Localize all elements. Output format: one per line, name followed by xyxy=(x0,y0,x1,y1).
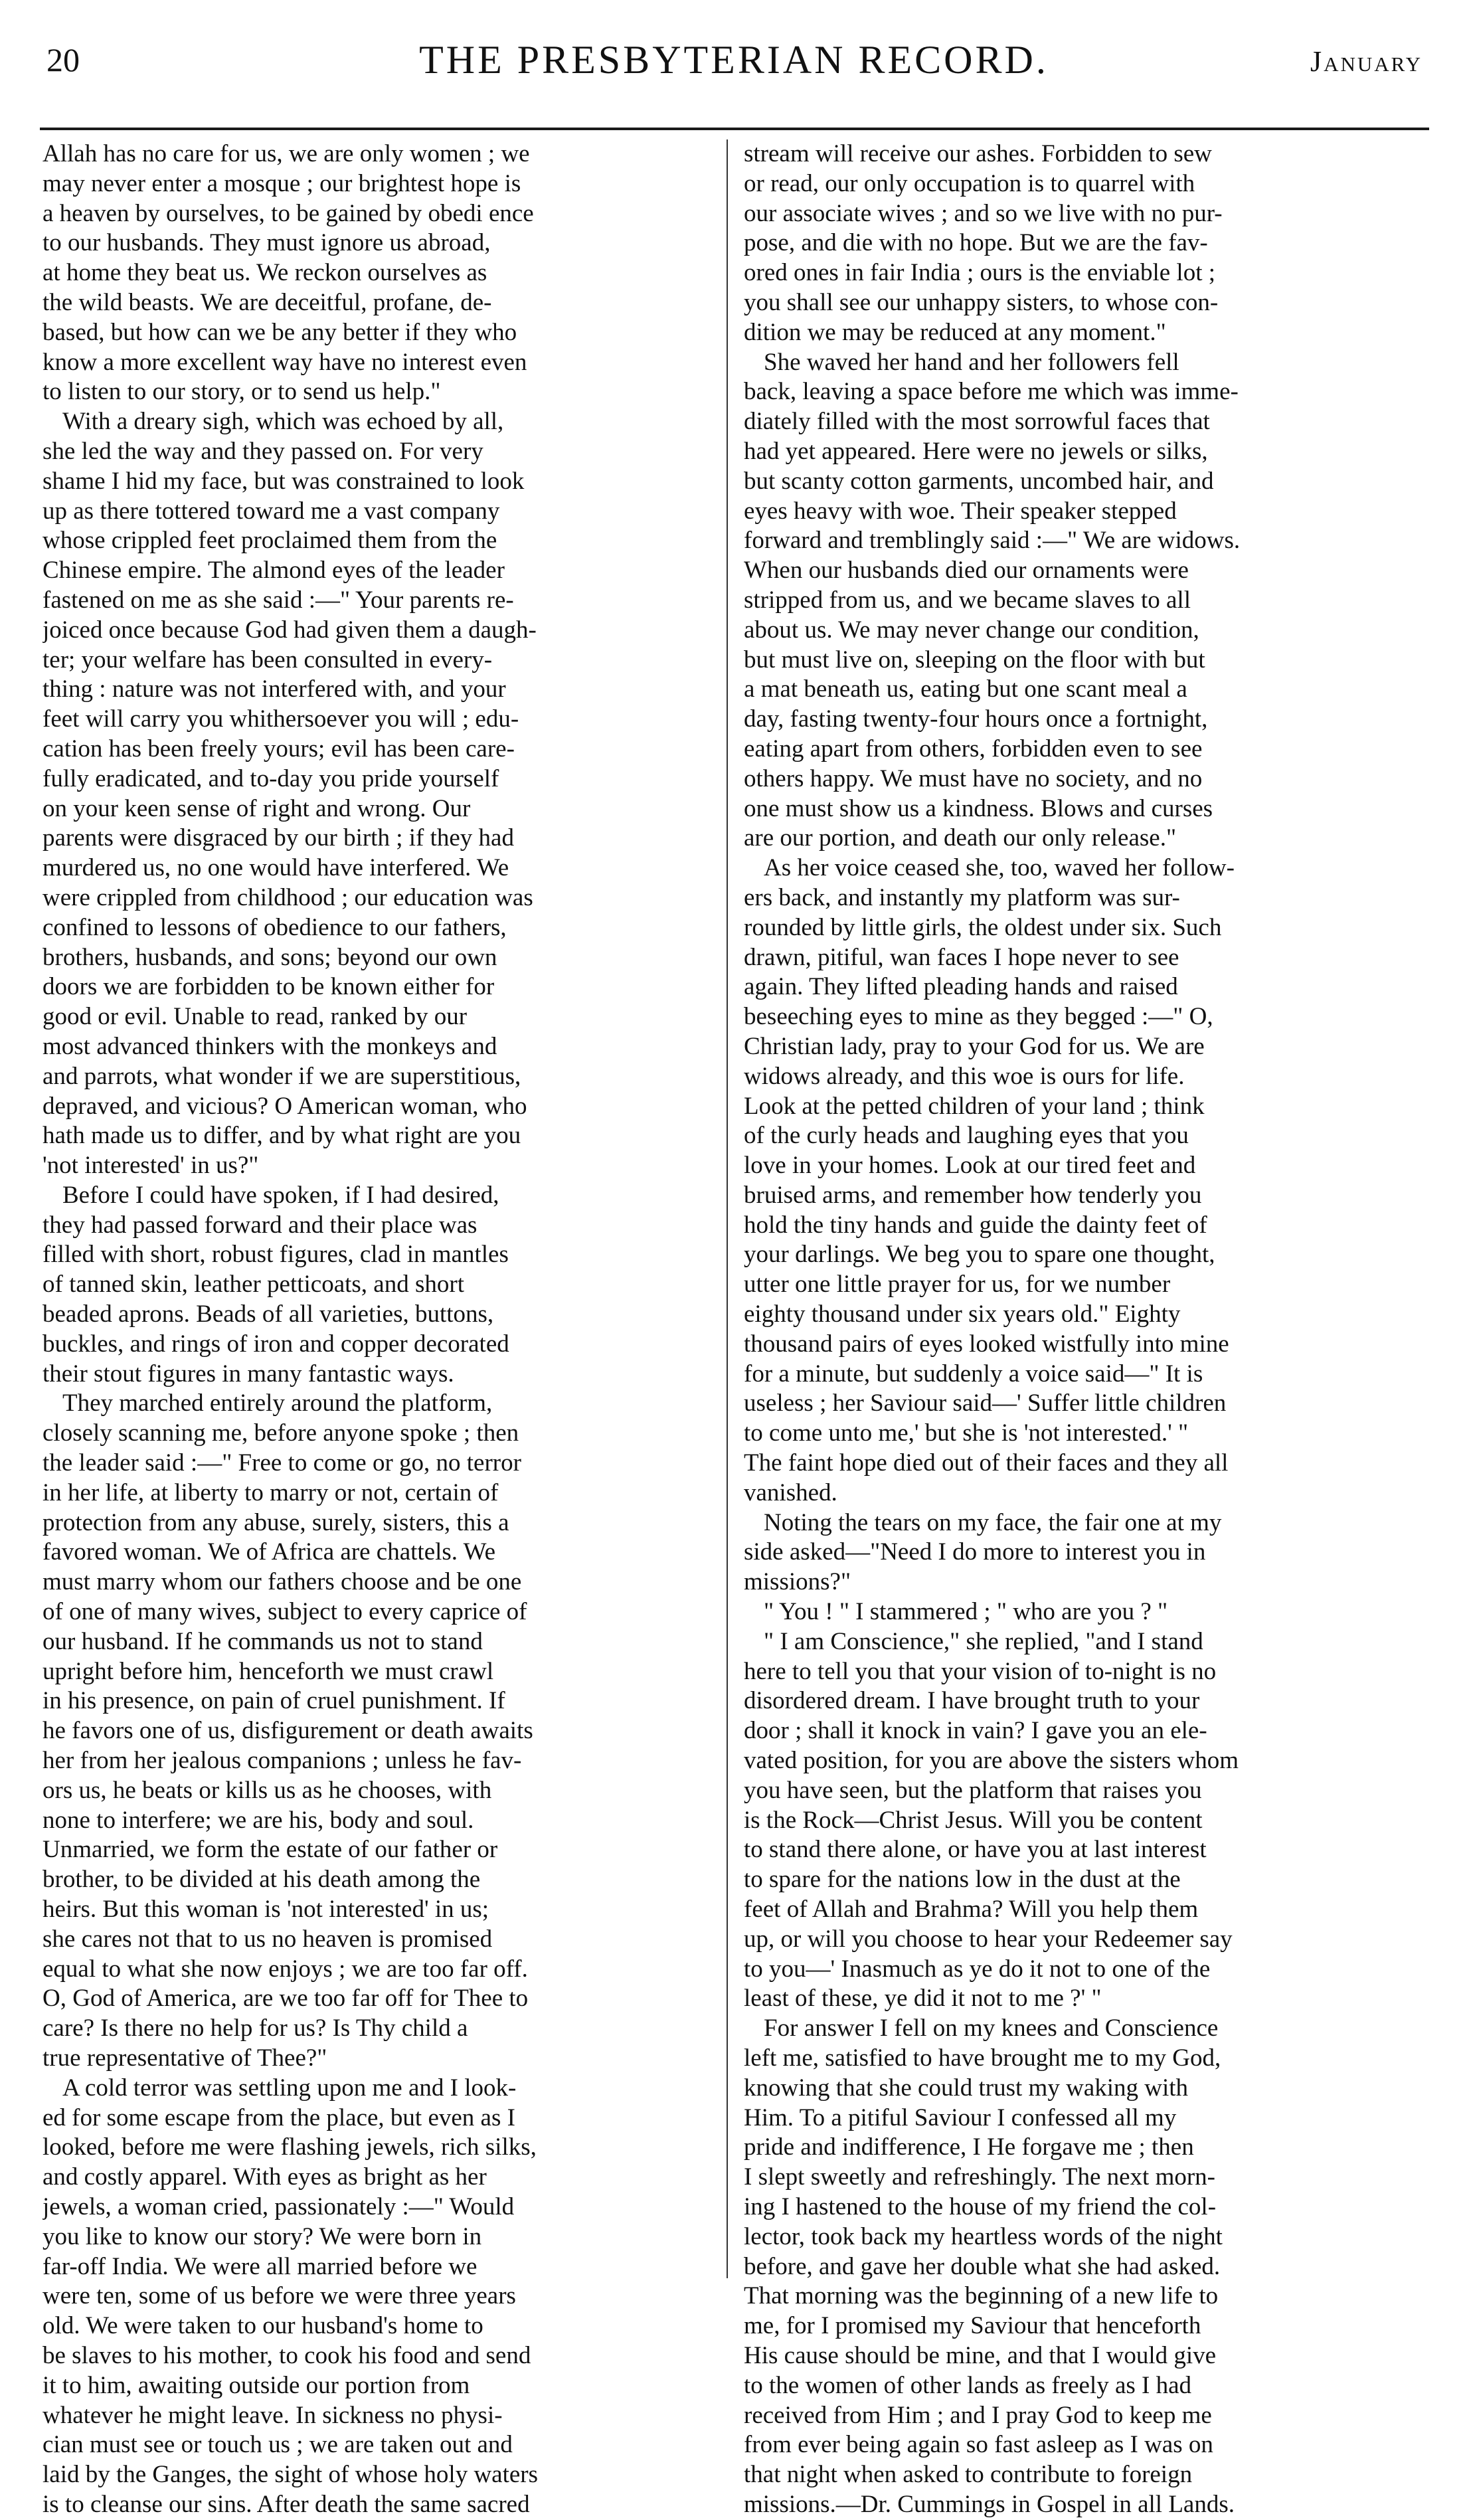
text-line: depraved, and vicious? O American woman, who xyxy=(43,1092,527,1120)
text-line: but must live on, sleeping on the floor with but xyxy=(744,646,1205,674)
text-line: and parrots, what wonder if we are superstitious, xyxy=(43,1062,521,1090)
text-line: none to interfere; we are his, body and soul. xyxy=(43,1806,474,1834)
text-line: door ; shall it knock in vain? I gave you an ele- xyxy=(744,1717,1207,1745)
text-line: most advanced thinkers with the monkeys and xyxy=(43,1032,497,1060)
text-line: is to cleanse our sins. After death the same sacred xyxy=(43,2490,530,2518)
text-line: feet will carry you whithersoever you will ; edu- xyxy=(43,705,519,733)
text-line: stripped from us, and we became slaves to all xyxy=(744,586,1191,614)
text-line: to you—' Inasmuch as ye do it not to one of the xyxy=(744,1955,1211,1983)
text-line: one must show us a kindness. Blows and curses xyxy=(744,794,1213,822)
text-line: and costly apparel. With eyes as bright as her xyxy=(43,2163,487,2191)
text-line: eating apart from others, forbidden even to see xyxy=(744,735,1203,763)
text-line: side asked—"Need I do more to interest you in xyxy=(744,1538,1206,1566)
text-line: 'not interested' in us?" xyxy=(43,1152,259,1180)
text-line: at home they beat us. We reckon ourselves as xyxy=(43,259,487,287)
text-line: vanished. xyxy=(744,1479,837,1506)
text-line: you like to know our story? We were born in xyxy=(43,2222,482,2250)
text-line: it to him, awaiting outside our portion from xyxy=(43,2371,470,2399)
text-line: ed for some escape from the place, but even as I xyxy=(43,2104,515,2131)
text-line: favored woman. We of Africa are chattels. We xyxy=(43,1538,496,1566)
text-line: They marched entirely around the platform, xyxy=(62,1390,493,1417)
text-line: equal to what she now enjoys ; we are too far off. xyxy=(43,1955,528,1983)
text-line: Christian lady, pray to your God for us. We are xyxy=(744,1032,1205,1060)
text-line: I slept sweetly and refreshingly. The next morn- xyxy=(744,2163,1215,2191)
text-line: but scanty cotton garments, uncombed hair, and xyxy=(744,467,1214,495)
text-line: your darlings. We beg you to spare one thought, xyxy=(744,1241,1215,1269)
text-line: The faint hope died out of their faces and they all xyxy=(744,1449,1229,1477)
text-line: brother, to be divided at his death among the xyxy=(43,1866,481,1894)
text-line: cian must see or touch us ; we are taken out and xyxy=(43,2431,513,2459)
text-line: dition we may be reduced at any moment." xyxy=(744,318,1166,346)
text-line: a mat beneath us, eating but one scant meal a xyxy=(744,675,1187,703)
text-line: utter one little prayer for us, for we number xyxy=(744,1271,1171,1299)
text-line: had yet appeared. Here were no jewels or silks, xyxy=(744,437,1208,465)
text-line: up as there tottered toward me a vast company xyxy=(43,497,500,525)
text-line: looked, before me were flashing jewels, rich silks, xyxy=(43,2133,537,2161)
text-line: pose, and die with no hope. But we are the fav- xyxy=(744,229,1208,257)
text-line: Look at the petted children of your land ; think xyxy=(744,1092,1205,1120)
text-line: of the curly heads and laughing eyes that you xyxy=(744,1122,1189,1150)
text-line: ter; your welfare has been consulted in every- xyxy=(43,646,493,674)
text-line: our associate wives ; and so we live with no pur- xyxy=(744,199,1223,227)
text-line: care? Is there no help for us? Is Thy child a xyxy=(43,2015,468,2042)
text-line: forward and tremblingly said :—" We are widows. xyxy=(744,527,1241,555)
text-line: ors us, he beats or kills us as he chooses, with xyxy=(43,1776,492,1804)
text-line: " You ! " I stammered ; " who are you ? " xyxy=(764,1598,1168,1626)
text-line: fastened on me as she said :—" Your parents re- xyxy=(43,586,514,614)
text-line: brothers, husbands, and sons; beyond our own xyxy=(43,943,497,971)
text-line: O, God of America, are we too far off for Thee to xyxy=(43,1985,529,2013)
text-line: before, and gave her double what she had asked. xyxy=(744,2252,1221,2280)
text-line: good or evil. Unable to read, ranked by our xyxy=(43,1003,468,1031)
text-line: back, leaving a space before me which was imme- xyxy=(744,378,1239,406)
text-line: fully eradicated, and to-day you pride yourself xyxy=(43,765,499,792)
text-line: missions?" xyxy=(744,1568,851,1596)
text-line: lector, took back my heartless words of the night xyxy=(744,2222,1223,2250)
text-line: " I am Conscience," she replied, "and I stand xyxy=(764,1627,1203,1655)
text-line: diately filled with the most sorrowful faces that xyxy=(744,408,1210,436)
text-line: hold the tiny hands and guide the dainty feet of xyxy=(744,1211,1207,1239)
text-line: His cause should be mine, and that I would give xyxy=(744,2341,1217,2369)
text-line: laid by the Ganges, the sight of whose holy waters xyxy=(43,2461,539,2489)
text-line: again. They lifted pleading hands and raised xyxy=(744,973,1178,1001)
text-line: thousand pairs of eyes looked wistfully into mine xyxy=(744,1330,1229,1358)
text-line: on your keen sense of right and wrong. Our xyxy=(43,794,471,822)
text-line: must marry whom our fathers choose and be one xyxy=(43,1568,522,1596)
text-line: to listen to our story, or to send us help." xyxy=(43,378,441,406)
text-line: beaded aprons. Beads of all varieties, buttons, xyxy=(43,1301,494,1328)
journal-title: THE PRESBYTERIAN RECORD. xyxy=(419,38,1049,82)
text-line: day, fasting twenty-four hours once a fortnight, xyxy=(744,705,1208,733)
text-line: a heaven by ourselves, to be gained by obedi ence xyxy=(43,199,534,227)
issue-month: January xyxy=(1310,45,1423,78)
text-line: Before I could have spoken, if I had desired, xyxy=(62,1181,499,1209)
text-line: upright before him, henceforth we must crawl xyxy=(43,1657,494,1685)
text-line: A cold terror was settling upon me and I look- xyxy=(62,2074,517,2102)
text-line: our husband. If he commands us not to stand xyxy=(43,1627,483,1655)
text-line: stream will receive our ashes. Forbidden to sew xyxy=(744,140,1212,167)
text-line: vated position, for you are above the sisters whom xyxy=(744,1747,1239,1775)
text-line: may never enter a mosque ; our brightest hope is xyxy=(43,169,521,197)
text-line: drawn, pitiful, wan faces I hope never to see xyxy=(744,943,1179,971)
text-line: based, but how can we be any better if they who xyxy=(43,318,517,346)
right-column xyxy=(744,139,1415,2520)
left-column xyxy=(43,139,713,2520)
text-line: the wild beasts. We are deceitful, profane, de- xyxy=(43,288,492,316)
text-line: she led the way and they passed on. For very xyxy=(43,437,483,465)
text-line: here to tell you that your vision of to-night is no xyxy=(744,1657,1217,1685)
text-line: old. We were taken to our husband's home to xyxy=(43,2312,483,2340)
text-line: others happy. We must have no society, and no xyxy=(744,765,1203,792)
text-line: Allah has no care for us, we are only women ; we xyxy=(43,140,530,167)
text-line: eyes heavy with woe. Their speaker stepped xyxy=(744,497,1177,525)
text-line: whose crippled feet proclaimed them from the xyxy=(43,527,497,555)
text-line: received from Him ; and I pray God to keep me xyxy=(744,2401,1212,2429)
text-line: to come unto me,' but she is 'not interested.' " xyxy=(744,1419,1189,1447)
text-line: bruised arms, and remember how tenderly you xyxy=(744,1181,1202,1209)
text-line: protection from any abuse, surely, sisters, this a xyxy=(43,1508,509,1536)
text-line: they had passed forward and their place was xyxy=(43,1211,477,1239)
text-line: ored ones in fair India ; ours is the enviable lot ; xyxy=(744,259,1216,287)
text-line: closely scanning me, before anyone spoke ; then xyxy=(43,1419,519,1447)
text-line: for a minute, but suddenly a voice said—" It is xyxy=(744,1360,1203,1388)
page-number: 20 xyxy=(46,41,80,78)
text-line: me, for I promised my Saviour that henceforth xyxy=(744,2312,1201,2340)
text-line: love in your homes. Look at our tired feet and xyxy=(744,1152,1196,1180)
text-line: filled with short, robust figures, clad in mantles xyxy=(43,1241,509,1269)
text-line: her from her jealous companions ; unless he fav- xyxy=(43,1747,522,1775)
text-line: in her life, at liberty to marry or not, certain of xyxy=(43,1479,499,1506)
text-line: were crippled from childhood ; our education was xyxy=(43,883,533,911)
text-line: Him. To a pitiful Saviour I confessed all my xyxy=(744,2104,1177,2131)
text-line: true representative of Thee?" xyxy=(43,2044,327,2072)
text-line: least of these, ye did it not to me ?' " xyxy=(744,1985,1102,2013)
text-line: Unmarried, we form the estate of our father or xyxy=(43,1836,498,1864)
text-line: be slaves to his mother, to cook his food and send xyxy=(43,2341,531,2369)
text-line: or read, our only occupation is to quarrel with xyxy=(744,169,1195,197)
text-line: When our husbands died our ornaments were xyxy=(744,557,1189,585)
text-line: useless ; her Saviour said—' Suffer little children xyxy=(744,1390,1227,1417)
text-line: beseeching eyes to mine as they begged :—" O, xyxy=(744,1003,1213,1031)
text-line: that night when asked to contribute to foreign xyxy=(744,2461,1193,2489)
text-line: ing I hastened to the house of my friend the col- xyxy=(744,2193,1217,2220)
text-line: feet of Allah and Brahma? Will you help them xyxy=(744,1896,1199,1924)
text-line: ers back, and instantly my platform was sur- xyxy=(744,883,1180,911)
text-line: are our portion, and death our only release." xyxy=(744,824,1177,852)
text-line: to the women of other lands as freely as I had xyxy=(744,2371,1192,2399)
text-line: That morning was the beginning of a new life to xyxy=(744,2282,1219,2310)
text-line: parents were disgraced by our birth ; if they had xyxy=(43,824,514,852)
text-line: Noting the tears on my face, the fair one at my xyxy=(764,1508,1222,1536)
text-line: you have seen, but the platform that raises you xyxy=(744,1776,1202,1804)
text-line: buckles, and rings of iron and copper decorated xyxy=(43,1330,509,1358)
text-line: doors we are forbidden to be known either for xyxy=(43,973,495,1001)
text-line: he favors one of us, disfigurement or death awaits xyxy=(43,1717,533,1745)
text-line: left me, satisfied to have brought me to my God, xyxy=(744,2044,1221,2072)
text-line: For answer I fell on my knees and Conscience xyxy=(764,2015,1219,2042)
text-line: confined to lessons of obedience to our fathers, xyxy=(43,913,507,941)
text-line: hath made us to differ, and by what right are you xyxy=(43,1122,521,1150)
text-line: missions.—Dr. Cummings in Gospel in all Lands. xyxy=(744,2490,1235,2518)
text-line: you shall see our unhappy sisters, to whose con- xyxy=(744,288,1219,316)
header-rule xyxy=(40,128,1429,130)
text-line: joiced once because God had given them a daugh- xyxy=(43,616,537,644)
text-line: to our husbands. They must ignore us abroad, xyxy=(43,229,491,257)
text-line: in his presence, on pain of cruel punishment. If xyxy=(43,1687,505,1715)
text-line: from ever being again so fast asleep as I was on xyxy=(744,2431,1213,2459)
column-divider xyxy=(727,139,728,2278)
text-line: pride and indifference, I He forgave me ; then xyxy=(744,2133,1194,2161)
text-line: As her voice ceased she, too, waved her follow- xyxy=(764,854,1235,882)
text-line: to stand there alone, or have you at last interest xyxy=(744,1836,1207,1864)
text-line: far-off India. We were all married before we xyxy=(43,2252,477,2280)
text-line: know a more excellent way have no interest even xyxy=(43,348,527,376)
text-line: With a dreary sigh, which was echoed by all, xyxy=(62,408,504,436)
page-header xyxy=(40,29,1428,89)
text-line: up, or will you choose to hear your Redeemer say xyxy=(744,1925,1233,1953)
text-line: jewels, a woman cried, passionately :—" Would xyxy=(43,2193,515,2220)
text-line: their stout figures in many fantastic ways. xyxy=(43,1360,454,1388)
text-line: of tanned skin, leather petticoats, and short xyxy=(43,1271,464,1299)
text-line: is the Rock—Christ Jesus. Will you be content xyxy=(744,1806,1203,1834)
text-line: cation has been freely yours; evil has been care- xyxy=(43,735,515,763)
text-line: knowing that she could trust my waking with xyxy=(744,2074,1189,2102)
text-line: Chinese empire. The almond eyes of the leader xyxy=(43,557,505,585)
text-line: She waved her hand and her followers fell xyxy=(764,348,1179,376)
text-line: the leader said :—" Free to come or go, no terror xyxy=(43,1449,521,1477)
text-line: disordered dream. I have brought truth to your xyxy=(744,1687,1200,1715)
text-line: murdered us, no one would have interfered. We xyxy=(43,854,509,882)
text-line: widows already, and this woe is ours for life. xyxy=(744,1062,1185,1090)
text-line: thing : nature was not interfered with, and your xyxy=(43,675,506,703)
text-line: of one of many wives, subject to every caprice of xyxy=(43,1598,527,1626)
text-line: whatever he might leave. In sickness no physi- xyxy=(43,2401,503,2429)
text-line: she cares not that to us no heaven is promised xyxy=(43,1925,493,1953)
text-line: rounded by little girls, the oldest under six. Such xyxy=(744,913,1222,941)
text-line: were ten, some of us before we were three years xyxy=(43,2282,516,2310)
text-line: about us. We may never change our condition, xyxy=(744,616,1199,644)
text-line: heirs. But this woman is 'not interested' in us; xyxy=(43,1896,489,1924)
text-line: eighty thousand under six years old." Eighty xyxy=(744,1301,1181,1328)
text-line: to spare for the nations low in the dust at the xyxy=(744,1866,1181,1894)
text-line: shame I hid my face, but was constrained to look xyxy=(43,467,525,495)
